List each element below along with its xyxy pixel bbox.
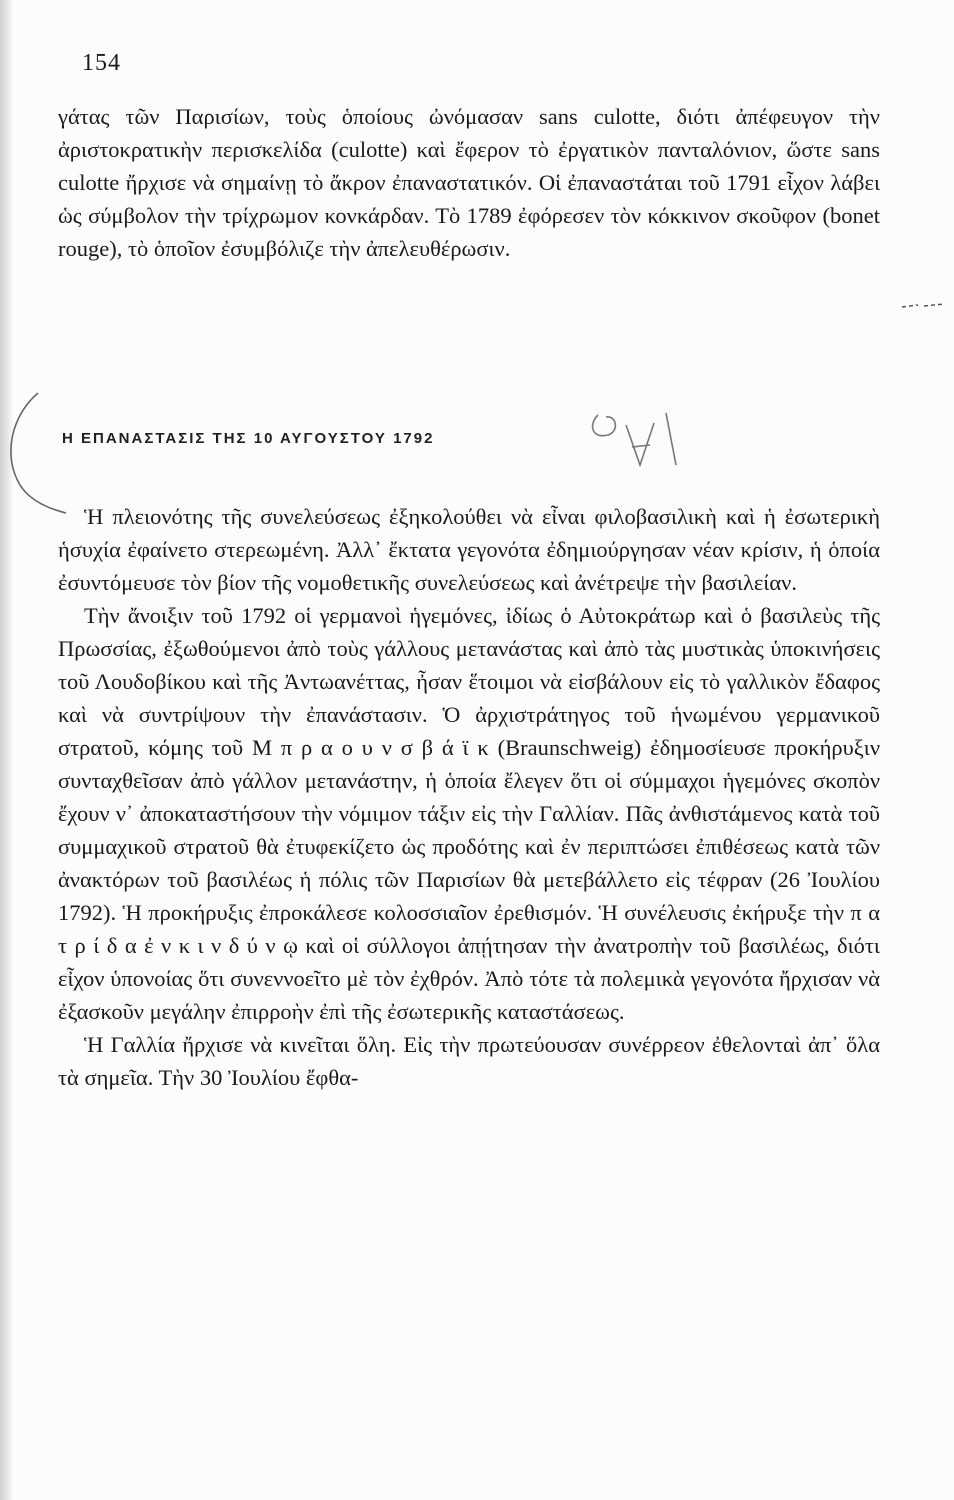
paragraph-4: Ἡ Γαλλία ἤρχισε νὰ κινεῖται ὅλη. Εἰς τὴν πρωτεύουσαν συνέρρεον ἐθελονταὶ ἀπ᾽ ὅλα τὰ σημεῖα. Τὴν 30 Ἰουλίου ἔφθα-: [58, 1032, 880, 1090]
text-block-main: [58, 500, 880, 1094]
page-spine-shadow: [0, 0, 14, 1500]
paragraph-1: γάτας τῶν Παρισίων, τοὺς ὁποίους ὠνόμασαν sans culotte, διότι ἀπέφευγον τὴν ἀριστοκρατικὴν περισκελίδα (culotte) καὶ ἔφερον τὸ ἐργατικὸν πανταλόνιον, ὥστε sans culotte ἤρχισε νὰ σημαίνῃ τὸ ἄκρον ἐπαναστατικόν. Οἱ ἐπαναστάται τοῦ 1791 εἶχον λάβει ὡς σύμβολον τὴν τρίχρωμον κονκάρδαν. Τὸ 1789 ἐφόρεσεν τὸν κόκκινον σκοῦφον (bonet rouge), τὸ ὁποῖον ἐσυμβόλιζε τὴν ἀπελευθέρωσιν.: [58, 104, 880, 261]
margin-pencil-mark: [900, 295, 950, 315]
paragraph-3: Τὴν ἄνοιξιν τοῦ 1792 οἱ γερμανοὶ ἡγεμόνες, ἰδίως ὁ Αὐτοκράτωρ καὶ ὁ βασιλεὺς τῆς Πρωσσίας, ἐξωθούμενοι ἀπὸ τοὺς γάλλους μετανάστας καὶ ἀπὸ τὰς μυστικὰς ὑποκινήσεις τοῦ Λουδοβίκου καὶ τῆς Ἀντωανέττας, ἦσαν ἕτοιμοι νὰ εἰσβάλουν εἰς τὸ γαλλικὸν ἔδαφος καὶ νὰ συντρίψουν τὴν ἐπανάστασιν. Ὁ ἀρχιστράτηγος τοῦ ἡνωμένου γερμανικοῦ στρατοῦ, κόμης τοῦ Μ π ρ α ο υ ν σ β ά ϊ κ (Braunschweig) ἐδημοσίευσε προκήρυξιν συνταχθεῖσαν ἀπὸ γάλλον μετανάστην, ἡ ὁποία ἔλεγεν ὅτι οἱ σύμμαχοι ἡγεμόνες σκοπὸν ἔχουν ν᾽ ἀποκαταστήσουν τὴν νόμιμον τάξιν εἰς τὴν Γαλλίαν. Πᾶς ἀνθιστάμενος κατὰ τοῦ συμμαχικοῦ στρατοῦ θὰ ἐτυφεκίζετο ὡς προδότης καὶ ἐν περιπτώσει ἐπιθέσεως κατὰ τῶν ἀνακτόρων τοῦ βασιλέως ἡ πόλις τῶν Παρισίων θὰ μετεβάλλετο εἰς τέφραν (26 Ἰουλίου 1792). Ἡ προκήρυξις ἐπροκάλεσε κολοσσιαῖον ἐρεθισμόν. Ἡ συνέλευσις ἐκήρυξε τὴν π α τ ρ ί δ α ἐ ν κ ι ν δ ύ ν ῳ καὶ οἱ σύλλογοι ἀπῄτησαν τὴν ἀνατροπὴν τοῦ βασιλέως, διότι εἶχον ὑπονοίας ὅτι συνεννοεῖτο μὲ τὸν ἐχθρόν. Ἀπὸ τότε τὰ πολεμικὰ γεγονότα ἤρχισαν νὰ ἐξασκοῦν μεγάλην ἐπιρροὴν ἐπὶ τῆς ἐσωτερικῆς καταστάσεως.: [58, 603, 880, 1024]
section-heading: Η ΕΠΑΝΑΣΤΑΣΙΣ ΤΗΣ 10 ΑΥΓΟΥΣΤΟΥ 1792: [62, 430, 435, 447]
paragraph-2: Ἡ πλειονότης τῆς συνελεύσεως ἐξηκολούθει νὰ εἶναι φιλοβασιλικὴ καὶ ἡ ἐσωτερικὴ ἡσυχία ἐφαίνετο στερεωμένη. Ἀλλ᾽ ἔκτατα γεγονότα ἐδημιούργησαν νέαν κρίσιν, ἡ ὁποία ἐσυντόμευσε τὸν βίον τῆς νομοθετικῆς συνελεύσεως καὶ ἀνέτρεψε τὴν βασιλείαν.: [58, 504, 880, 595]
page-number: 154: [82, 50, 121, 76]
text-block-top: [58, 100, 880, 265]
handwritten-note: [580, 395, 690, 485]
